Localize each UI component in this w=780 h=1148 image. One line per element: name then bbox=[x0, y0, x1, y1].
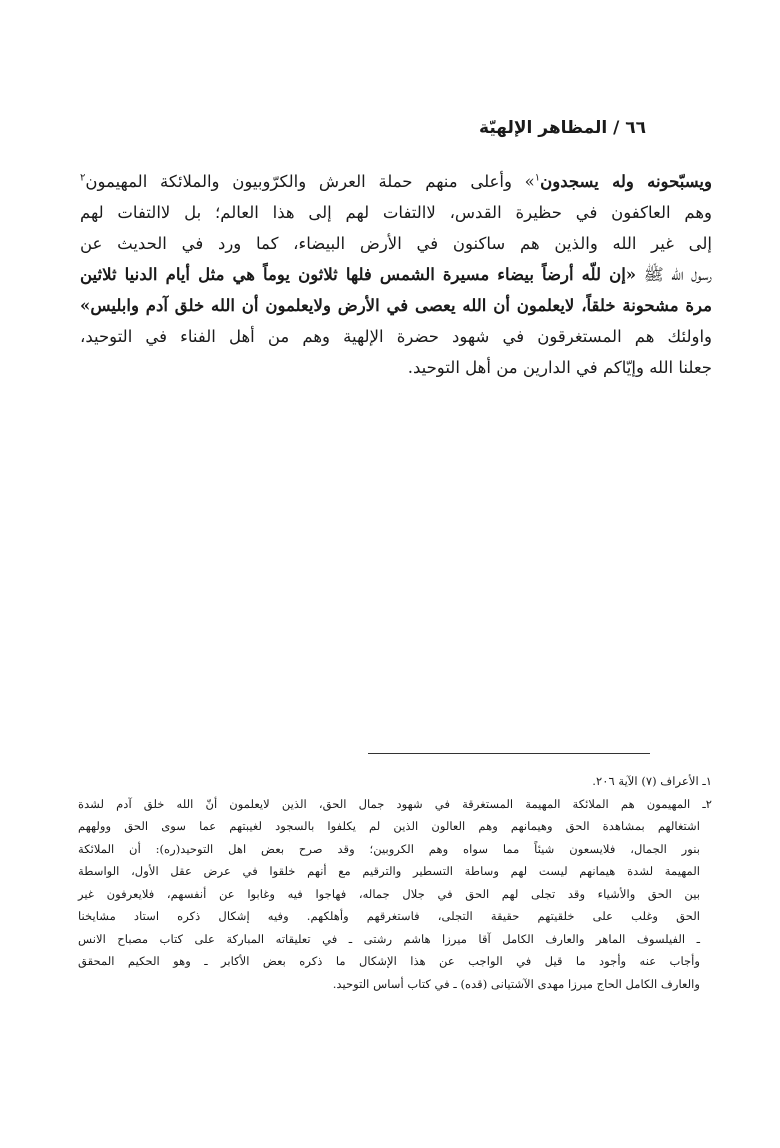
footnote-2-line: المهيمة لشدة هيمانهم ليست لهم وساطة التسطير والترقيم مع أنهم خلقوا في عرض عقل الأول، الواسطة bbox=[78, 864, 700, 878]
running-head: ٦٦ / المظاهر الإلهيّة bbox=[479, 118, 646, 138]
text-line: وهم العاكفون في حظيرة القدس، لاالتفات لهم إلى هذا العالم؛ بل لاالتفات لهم bbox=[80, 203, 712, 222]
text-segment: رسول الله ﷺ bbox=[643, 265, 712, 284]
text-line: واولئك هم المستغرقون في شهود حضرة الإلهية وهم من أهل الفناء في التوحيد، bbox=[80, 327, 712, 346]
footnote-2-line: ـ الفيلسوف الماهر والعارف الكامل آقا ميرزا هاشم رشتى ـ في تعليقاته المباركة على كتاب مصباح الانس bbox=[78, 931, 700, 946]
text-line: جعلنا الله وإيّاكم في الدارين من أهل التوحيد. bbox=[407, 358, 712, 377]
text-line bbox=[80, 166, 712, 197]
footnote-2-line: اشتغالهم بمشاهدة الحق وهيمانهم وهم العالون الذين لم يكلفوا بالسجود لغيبتهم عما سوى الحق وولههم bbox=[78, 819, 700, 833]
text-line: إلى غير الله والذين هم ساكنون في الأرض البيضاء، كما ورد في الحديث عن bbox=[80, 234, 712, 253]
footnote-2-line: والعارف الكامل الحاج ميرزا مهدى الآشتيانى (قده) ـ في كتاب أساس التوحيد. bbox=[332, 976, 700, 991]
text-segment: » وأعلى منهم حملة العرش والكرّوبيون والملائكة المهيمون bbox=[85, 172, 535, 191]
footnote-ref: ٢ bbox=[80, 172, 86, 184]
footnote-2-line: الحق وغلب على خلقيتهم حقيقة التجلى، فاستغرقهم وأهلكهم. وفيه إشكال ذكره استاد مشايخنا bbox=[78, 909, 700, 923]
footnote-2-line: وأجاب عنه وأجود ما قيل في الواجب عن هذا الإشكال ما ذكره بعض الأكابر ـ وهو الحكيم المحقق bbox=[78, 954, 700, 968]
text-line bbox=[80, 259, 712, 290]
footnote-2-line: بنور الجمال، فلايسعون شيئاً مما سواه وهم الكروبين؛ وقد صرح بعض اهل التوحيد(ره): أن الملائكة bbox=[78, 841, 700, 856]
footnote-2-line: بين الحق والأشياء وقد تجلى لهم الحق في جلال جماله، فهاجوا فيه وغابوا عن أنفسهم، فلايعرفون غير bbox=[78, 886, 700, 901]
footnote-divider bbox=[368, 753, 650, 754]
footnote-1: ١ـ الأعراف (٧) الآية ٢٠٦. bbox=[592, 774, 712, 788]
footnotes bbox=[78, 770, 712, 995]
quote-bold: ويسبّحونه وله يسجدون bbox=[540, 172, 712, 191]
footnote-2-line: ٢ـ المهيمون هم الملائكة المهيمة المستغرقة في شهود جمال الحق، الذين لايعلمون أنّ الله خلق آدم لشدة bbox=[78, 796, 712, 811]
hadith-line: مرة مشحونة خلقاً، لايعلمون أن الله يعصى في الأرض ولايعلمون أن الله خلق آدم وابليس» bbox=[80, 296, 712, 315]
main-text bbox=[80, 166, 712, 383]
footnote-ref: ١ bbox=[534, 172, 541, 184]
hadith-bold: «إن للّه أرضاً بيضاء مسيرة الشمس فلها ثلاثون يوماً هي مثل أيام الدنيا ثلاثين bbox=[80, 265, 637, 284]
